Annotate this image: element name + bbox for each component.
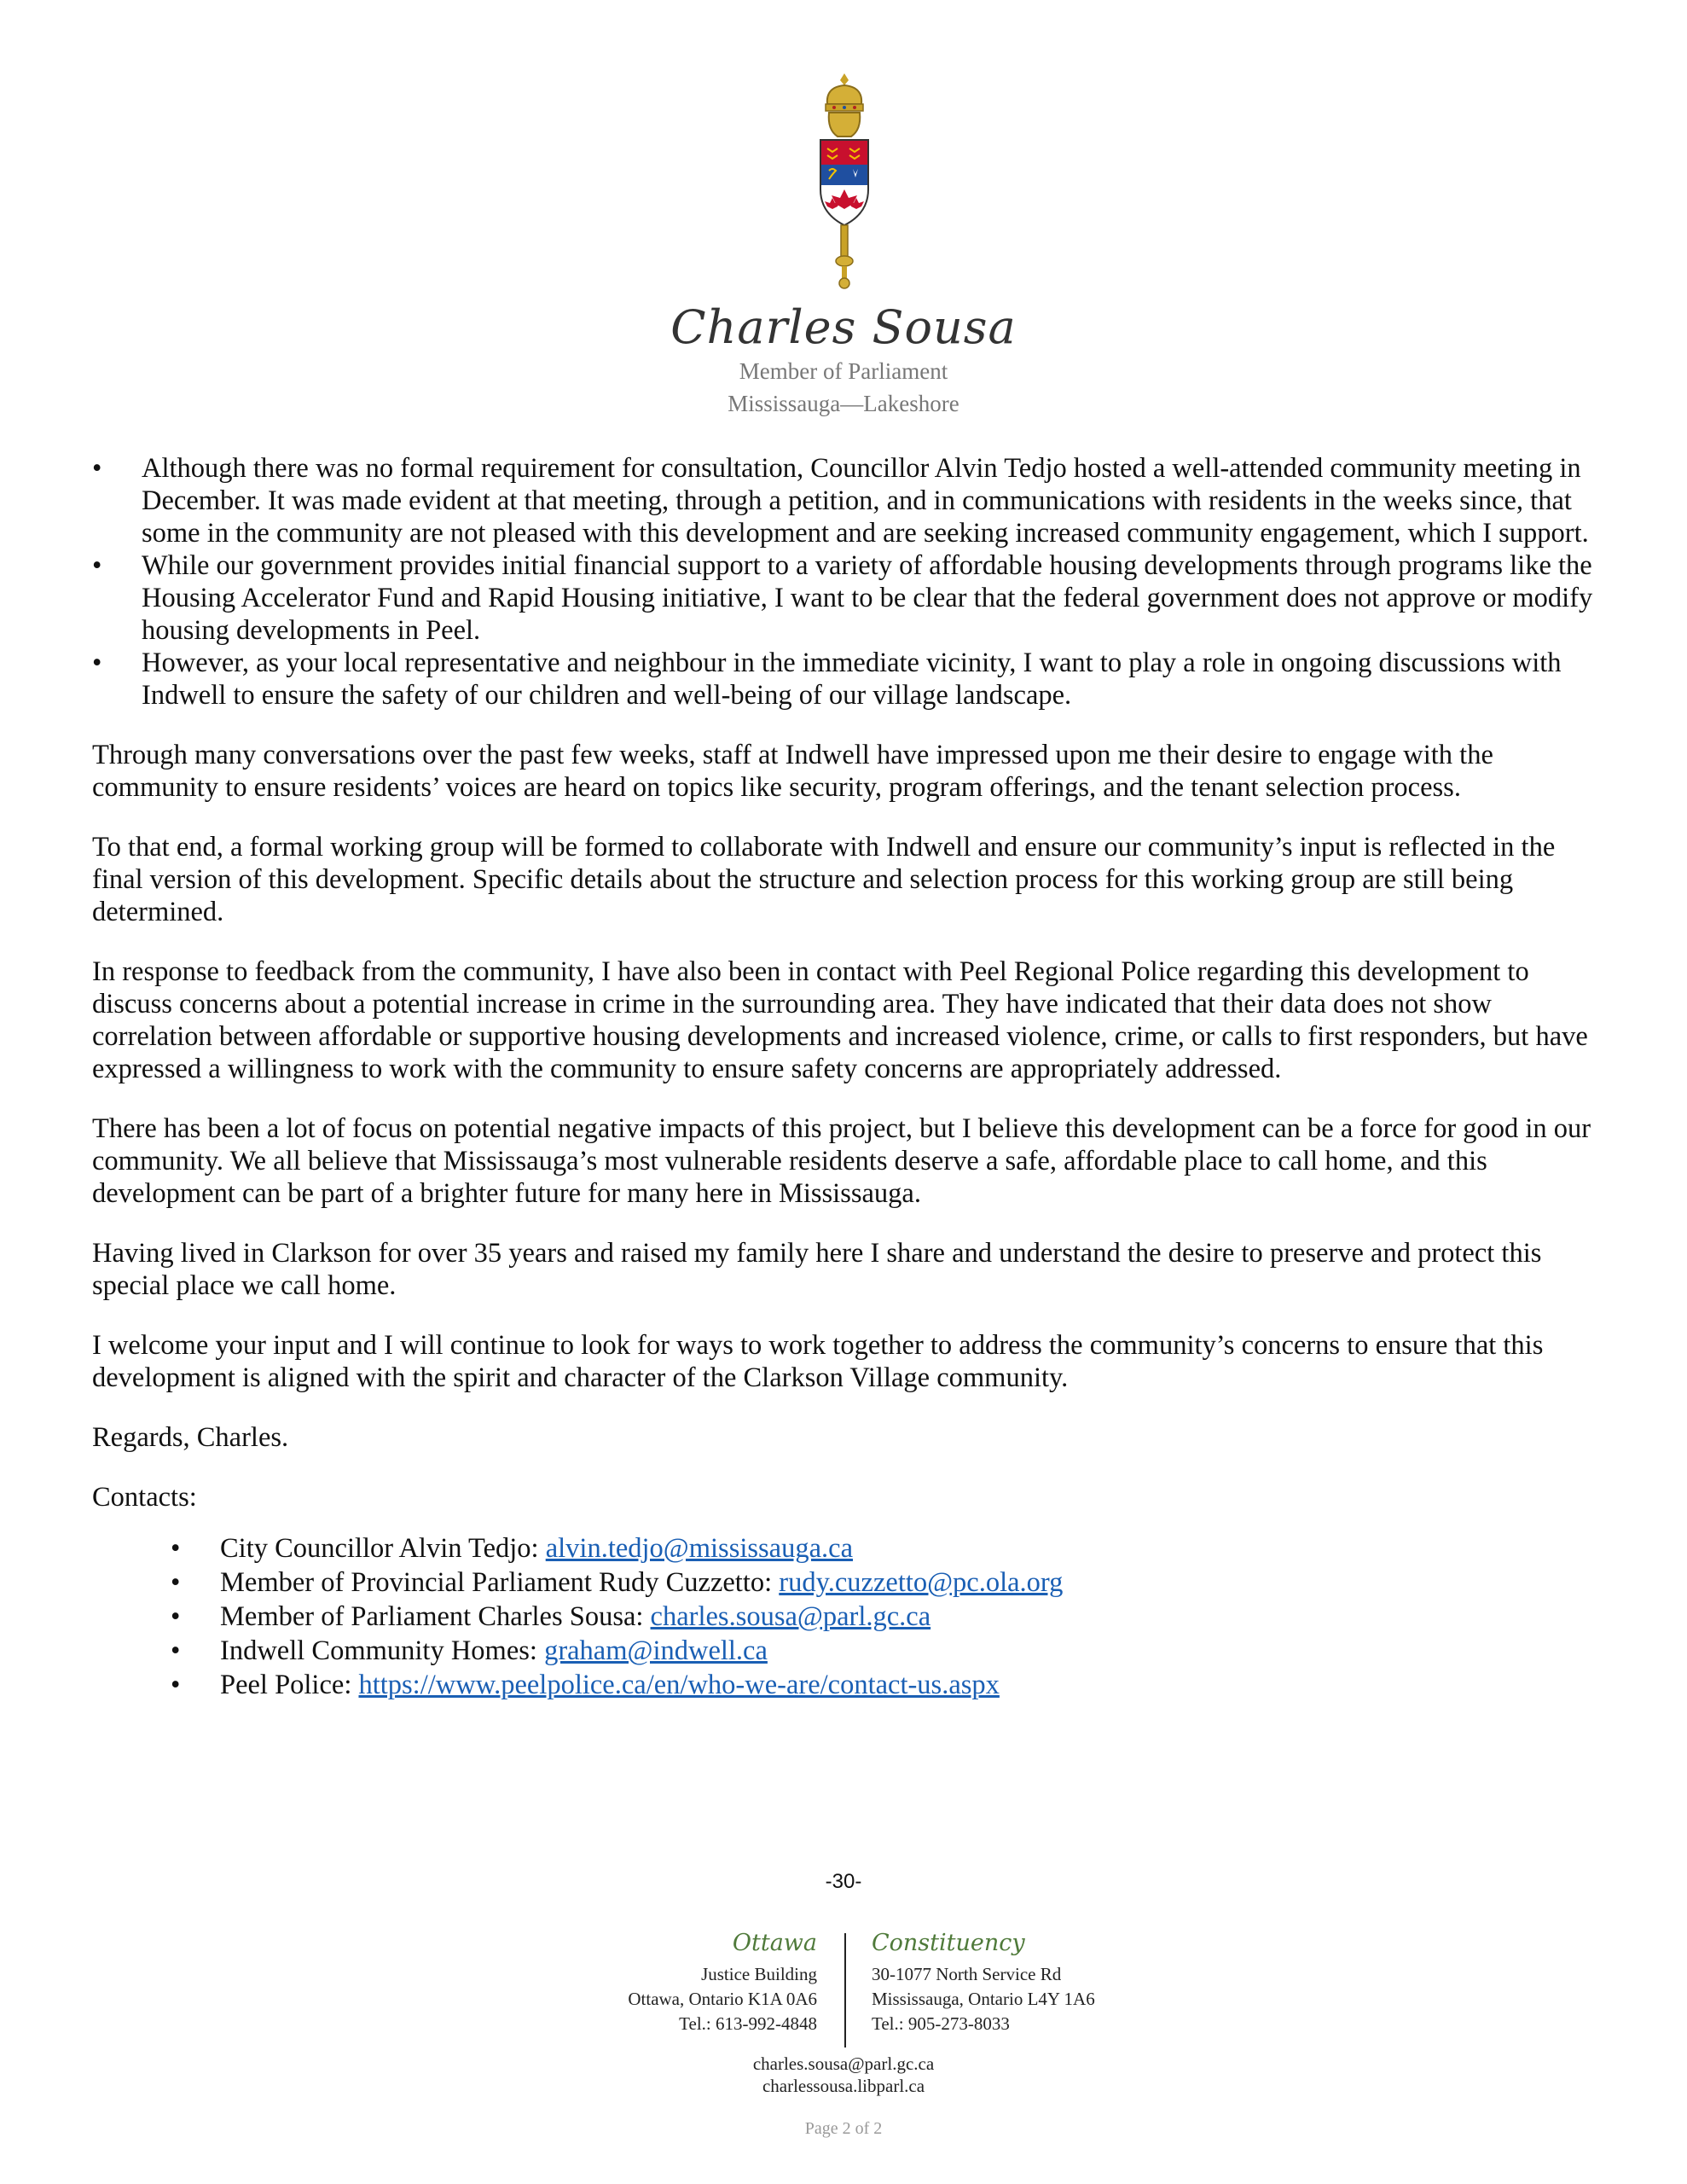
paragraph: In response to feedback from the community, I have also been in contact with Peel Regional Police regarding this development to discuss concerns about a potential increase in crime in the surrounding area. They have indicated that their data does not show correlation between affordable or supportive housing developments and increased violence, crime, or calls to first responders, but have expressed a willingness to work with the community to ensure safety concerns are appropriately addressed. (92, 956, 1588, 1084)
footer-constituency (872, 1930, 1095, 2036)
footer-constituency-heading: Constituency (872, 1930, 1025, 1956)
letterhead-name: Charles Sousa (670, 300, 1017, 354)
signoff: Regards, Charles. (92, 1422, 289, 1453)
footer-ottawa-line: Justice Building (701, 1964, 817, 1984)
contact-website-link[interactable]: https://www.peelpolice.ca/en/who-we-are/contact-us.aspx (358, 1670, 1000, 1700)
contact-label: Member of Parliament Charles Sousa: (220, 1601, 651, 1632)
contact-label: Member of Provincial Parliament Rudy Cuzzetto: (220, 1567, 780, 1598)
bullet-list (92, 452, 1593, 712)
paragraph: Through many conversations over the past few weeks, staff at Indwell have impressed upon me their desire to engage with the community to ensure residents’ voices are heard on topics like security, program offerings, and the tenant selection process. (92, 740, 1493, 803)
footer-addresses (0, 1930, 1687, 2049)
contacts-list (92, 1532, 1593, 1701)
contact-item (92, 1532, 1593, 1565)
contact-email-link[interactable]: graham@indwell.ca (544, 1635, 768, 1666)
contact-email-link[interactable]: alvin.tedjo@mississauga.ca (545, 1533, 853, 1564)
contact-label: City Councillor Alvin Tedjo: (220, 1533, 546, 1564)
contact-item (92, 1566, 1593, 1599)
letterhead-role: Member of Parliament (739, 358, 948, 384)
paragraph: There has been a lot of focus on potential negative impacts of this project, but I believe this development can be a force for good in our community. We all believe that Mississauga’s most vulnerable residents deserve a safe, affordable place to call home, and this development can be part of a brighter future for many here in Mississauga. (92, 1113, 1591, 1209)
footer-ottawa-line: Ottawa, Ontario K1A 0A6 (628, 1989, 817, 2009)
list-item: • While our government provides initial financial support to a variety of affordable housing developments through programs like the Housing Accelerator Fund and Rapid Housing initiative, I want to be clear that the federal government does not approve or modify housing developments in Peel. (92, 549, 1593, 647)
end-mark: -30- (825, 1870, 862, 1893)
contact-email-link[interactable]: rudy.cuzzetto@pc.ola.org (779, 1567, 1064, 1598)
contact-item (92, 1600, 1593, 1633)
footer-contact (0, 2053, 1687, 2097)
contact-item (92, 1669, 1593, 1701)
paragraph: I welcome your input and I will continue to look for ways to work together to address the community’s concerns to ensure that this development is aligned with the spirit and character of the Clarkson Village community. (92, 1330, 1544, 1393)
contact-item (92, 1635, 1593, 1667)
footer-ottawa-line: Tel.: 613-992-4848 (679, 2013, 817, 2034)
contact-label: Indwell Community Homes: (220, 1635, 545, 1666)
letter-body (92, 452, 1593, 1703)
contacts-heading: Contacts: (92, 1482, 197, 1513)
letterhead-riding: Mississauga—Lakeshore (728, 391, 959, 416)
contact-email-link[interactable]: charles.sousa@parl.gc.ca (650, 1601, 931, 1632)
list-item: • Although there was no formal requirement for consultation, Councillor Alvin Tedjo hosted a well-attended community meeting in December. It was made evident at that meeting, through a petition, and in communications with residents in the weeks since, that some in the community are not pleased with this development and are seeking increased community engagement, which I support. (92, 452, 1593, 549)
list-item: • However, as your local representative and neighbour in the immediate vicinity, I want to play a role in ongoing discussions with Indwell to ensure the safety of our children and well-being of our village landscape. (92, 647, 1593, 712)
footer-constituency-line: 30-1077 North Service Rd (872, 1964, 1062, 1984)
contact-label: Peel Police: (220, 1670, 359, 1700)
footer-website: charlessousa.libparl.ca (762, 2076, 925, 2096)
footer-constituency-line: Mississauga, Ontario L4Y 1A6 (872, 1989, 1095, 2009)
footer-divider (844, 1933, 846, 2048)
footer-constituency-line: Tel.: 905-273-8033 (872, 2013, 1010, 2034)
footer-ottawa-heading: Ottawa (732, 1930, 817, 1956)
paragraph: Having lived in Clarkson for over 35 years and raised my family here I share and understand the desire to preserve and protect this special place we call home. (92, 1238, 1542, 1301)
footer-ottawa (628, 1930, 817, 2036)
footer-email: charles.sousa@parl.gc.ca (752, 2053, 935, 2074)
parliament-mace-crest-icon (793, 70, 896, 292)
page-number: Page 2 of 2 (804, 2119, 883, 2138)
paragraph: To that end, a formal working group will be formed to collaborate with Indwell and ensure our community’s input is reflected in the final version of this development. Specific details about the structure and selection process for this working group are still being determined. (92, 832, 1556, 927)
